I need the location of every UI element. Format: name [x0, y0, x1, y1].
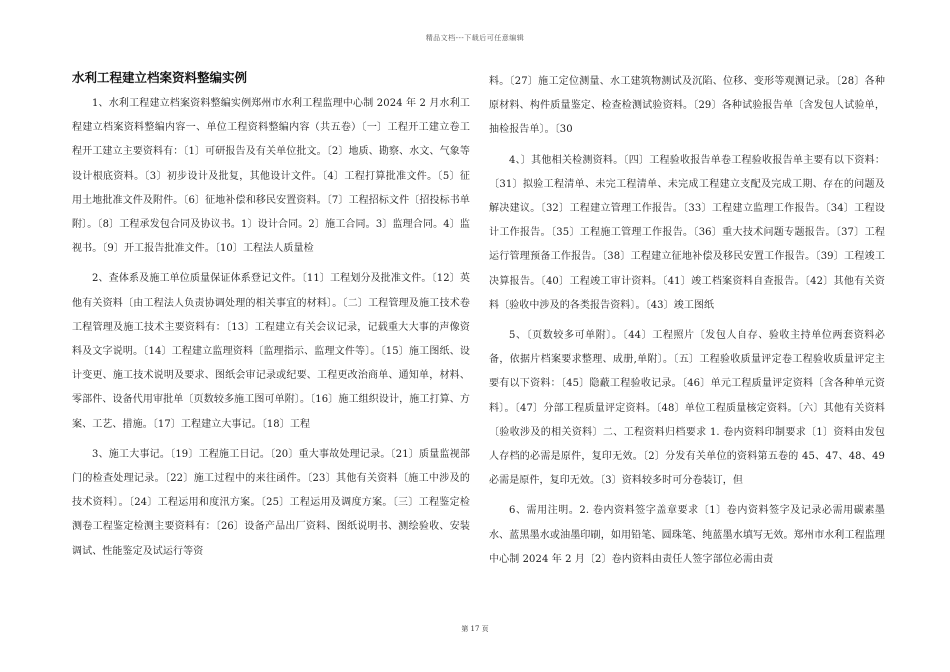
- page-header: 精品文档---下载后可任意编辑: [425, 34, 525, 42]
- paragraph-1: 1、水利工程建立档案资料整编实例郑州市水利工程监理中心制 2024 年 2 月水利工程建立档案资料整编内容一、单位工程资料整编内容（共五卷）〔一〕工程开工建立卷工程开工建立主要资料有：〔1〕可研报告及有关单位批文。〔2〕地质、勘察、水文、气象等设计根底资料。〔3〕初步设计及批复，其他设计文件。〔4〕工程打算批准文件。〔5〕征用土地批准文件及附件。〔6〕征地补偿和移民安置资料。〔7〕工程招标文件〔招投标书单附〕。〔8〕工程承发包合同及协议书。1〕设计合同。2〕施工合同。3〕监理合同。4〕监视书。〔9〕开工报告批准文件。〔10〕工程法人质量检: [72, 98, 470, 255]
- paragraph-3-continued: 料。〔27〕施工定位测量、水工建筑物测试及沉陷、位移、变形等观测记录。〔28〕各种原材料、构件质量鉴定、检查检测试验资料。〔29〕各种试验报告单〔含发包人试验单，抽检报告单〕。〔30: [489, 76, 885, 136]
- document-title: 水利工程建立档案资料整编实例: [72, 70, 248, 85]
- paragraph-6: 6、需用注明。2. 卷内资料签字盖章要求〔1〕卷内资料签字及记录必需用碳素墨水、蓝黑墨水或油墨印刷，如用铅笔、圆珠笔、纯蓝墨水填写无效。郑州市水利工程监理中心制 2024 年 2 月〔2〕卷内资料由责任人签字部位必需由责: [489, 505, 885, 565]
- paragraph-5: 5、〔页数较多可单附〕。〔44〕工程照片〔发包人自存、验收主持单位两套资料必备，依据片档案要求整理、成册,单附〕。〔五〕工程验收质量评定卷工程验收质量评定主要有以下资料：〔45〕隐蔽工程验收记录。〔46〕单元工程质量评定资料〔含各种单元资料〕。〔47〕分部工程质量评定资料。〔48〕单位工程质量核定资料。〔六〕其他有关资料〔验收涉及的相关资料〕二、工程资料归档要求 1. 卷内资料印制要求〔1〕资料由发包人存档的必需是原件，复印无效。〔2〕分发有关单位的资料第五卷的 45、47、48、49 必需是原件，复印无效。〔3〕资料较多时可分卷装订，但: [489, 330, 885, 487]
- paragraph-3: 3、施工大事记。〔19〕工程施工日记。〔20〕重大事故处理记录。〔21〕质量监视部门的检查处理记录。〔22〕施工过程中的来往函件。〔23〕其他有关资料〔施工中涉及的技术资料〕。〔24〕工程运用和度汛方案。〔25〕工程运用及调度方案。〔三〕工程鉴定检测卷工程鉴定检测主要资料有：〔26〕设备产品出厂资料、图纸说明书、测绘验收、安装调试、性能鉴定及试运行等资: [72, 448, 470, 557]
- paragraph-2: 2、查体系及施工单位质量保证体系登记文件。〔11〕工程划分及批准文件。〔12〕英他有关资料〔由工程法人负责协调处理的相关事宜的材料〕。〔二〕工程管理及施工技术卷工程管理及施工技术主要资料有：〔13〕工程建立有关会议记录，记载重大大事的声像资料及文字说明。〔14〕工程建立监理资料〔监理指示、监理文件等〕。〔15〕施工图纸、设计变更、施工技术说明及要求、图纸会审记录或纪要、工程更改治商单、通知单，材料、零部件、设备代用审批单〔页数较多施工图可单附〕。〔16〕施工组织设计，施工打算、方案、工艺、措施。〔17〕工程建立大事记。〔18〕工程: [72, 273, 470, 430]
- paragraph-4: 4、〕其他相关检测资料。〔四〕工程验收报告单卷工程验收报告单主要有以下资料：〔31〕拟验工程清单、未完工程清单、未完成工程建立支配及完成工期、存在的问题及解决建议。〔32〕工程建立管理工作报告。〔33〕工程建立监理工作报告。〔34〕工程设计工作报告。〔35〕工程施工管理工作报告。〔36〕重大技术问题专题报告。〔37〕工程运行管理预备工作报告。〔38〕工程建立征地补偿及移民安置工作报告。〔39〕工程竣工决算报告。〔40〕工程竣工审计资料。〔41〕竣工档案资料自查报告。〔42〕其他有关资料〔验收中涉及的各类报告资料〕。〔43〕竣工图纸: [489, 154, 885, 311]
- left-column: [72, 70, 470, 570]
- right-column: [489, 70, 885, 578]
- page-number: 第 17 页: [461, 625, 489, 633]
